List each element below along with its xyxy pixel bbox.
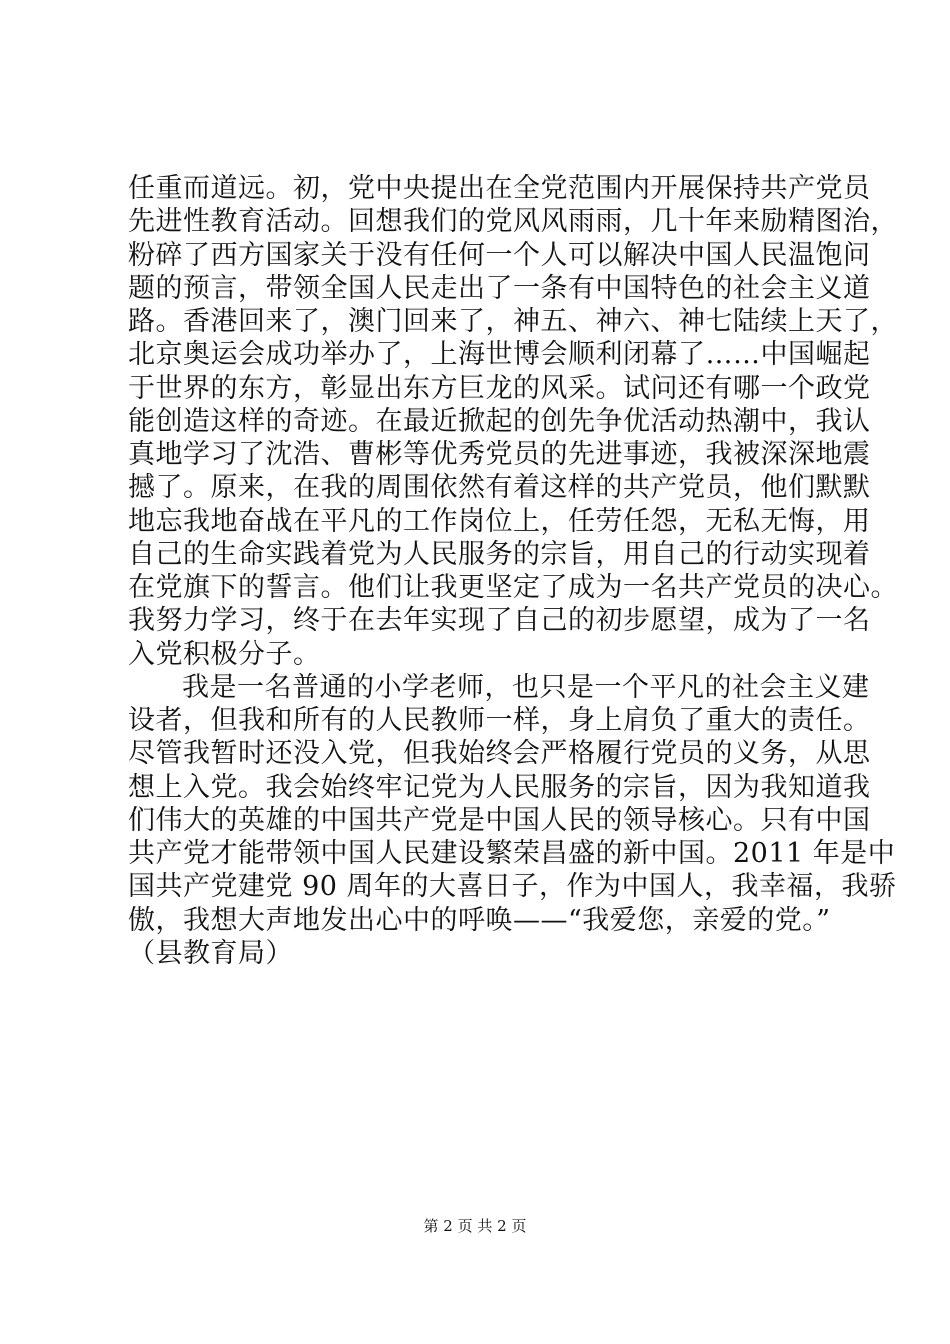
text-line: 能创造这样的奇迹。在最近掀起的创先争优活动热潮中，我认 [128,405,871,437]
text-line: 路。香港回来了，澳门回来了，神五、神六、神七陆续上天了， [128,306,898,337]
page-number-label: 第 2 页 共 2 页 [423,1217,527,1235]
text-line: 粉碎了西方国家关于没有任何一个人可以解决中国人民温饱问 [128,239,871,271]
document-body [128,172,898,970]
text-line: 先进性教育活动。回想我们的党风风雨雨，几十年来励精图治， [128,206,898,238]
text-line: 设者，但我和所有的人民教师一样，身上肩负了重大的责任。 [128,705,871,736]
text-line: 共产党才能带领中国人民建设繁荣昌盛的新中国。2011 年是中 [128,838,896,869]
text-line: 北京奥运会成功举办了，上海世博会顺利闭幕了……中国崛起 [128,339,871,371]
text-line: 们伟大的英雄的中国共产党是中国人民的领导核心。只有中国 [128,804,871,836]
text-line: 傲，我想大声地发出心中的呼唤——“我爱您，亲爱的党。” [128,904,831,936]
text-line: 国共产党建党 90 周年的大喜日子，作为中国人，我幸福，我骄 [128,871,897,903]
text-line: 撼了。原来，在我的周围依然有着这样的共产党员，他们默默 [128,472,871,504]
text-line: 自己的生命实践着党为人民服务的宗旨，用自己的行动实现着 [128,538,871,570]
text-line: 任重而道远。初，党中央提出在全党范围内开展保持共产党员 [128,173,871,204]
paragraph-start-line: 我是一名普通的小学老师，也只是一个平凡的社会主义建 [182,671,870,703]
text-line: 在党旗下的誓言。他们让我更坚定了成为一名共产党员的决心。 [128,572,898,603]
text-line: 我努力学习，终于在去年实现了自己的初步愿望，成为了一名 [128,605,871,637]
text-line: （县教育局） [128,937,293,969]
text-line: 于世界的东方，彰显出东方巨龙的风采。试问还有哪一个政党 [128,372,871,404]
text-line: 想上入党。我会始终牢记党为人民服务的宗旨，因为我知道我 [128,771,871,803]
text-line: 题的预言，带领全国人民走出了一条有中国特色的社会主义道 [128,272,871,304]
text-line: 真地学习了沈浩、曹彬等优秀党员的先进事迹，我被深深地震 [128,439,871,470]
text-line: 地忘我地奋战在平凡的工作岗位上，任劳任怨，无私无悔，用 [128,505,871,537]
text-line: 入党积极分子。 [128,638,321,670]
text-line: 尽管我暂时还没入党，但我始终会严格履行党员的义务，从思 [128,738,871,770]
page-footer [0,1216,950,1236]
